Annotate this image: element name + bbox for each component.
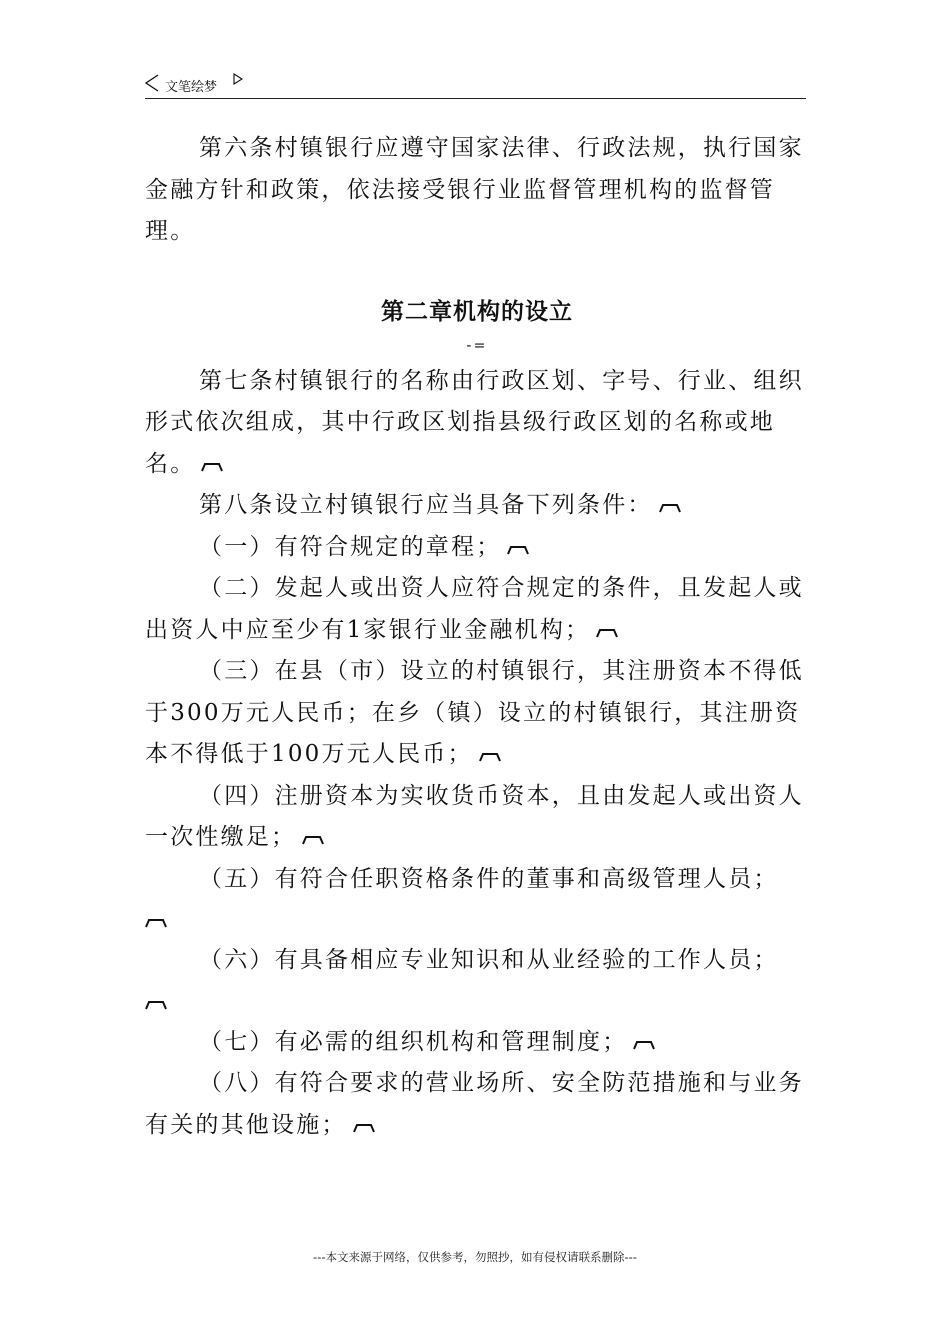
page-header <box>145 72 806 99</box>
article-8: 第八条设立村镇银行应当具备下列条件： <box>145 485 809 527</box>
condition-2: （二）发起人或出资人应符合规定的条件，且发起人或出资人中应至少有1家银行业金融机构； <box>145 575 804 643</box>
condition-4: （四）注册资本为实收货币资本，且由发起人或出资人一次性缴足； <box>145 782 804 850</box>
header-logo-text: 文笔绘梦 <box>165 80 218 95</box>
paragraph-mark-icon <box>507 545 529 555</box>
paragraph-mark-icon <box>145 918 167 928</box>
page-footer: ---本文来源于网络，仅供参考，勿照抄，如有侵权请联系删除--- <box>313 1250 637 1264</box>
paragraph-mark-icon <box>302 835 324 845</box>
condition-6: （六）有具备相应专业知识和从业经验的工作人员； <box>199 947 779 973</box>
article-6: 第六条村镇银行应遵守国家法律、行政法规，执行国家金融方针和政策，依法接受银行业监督管理机构的监督管理。 <box>145 135 804 244</box>
article-7: 第七条村镇银行的名称由行政区划、字号、行业、组织形式依次组成，其中行政区划指县级行政区划的名称或地名。 <box>145 367 804 477</box>
paragraph-mark-icon <box>596 628 618 638</box>
paragraph-mark-icon <box>479 752 501 762</box>
paragraph-mark-icon <box>633 1040 655 1050</box>
document-body <box>145 128 809 1146</box>
chapter-mark: -= <box>466 337 488 354</box>
condition-8: （八）有符合要求的营业场所、安全防范措施和与业务有关的其他设施； <box>145 1070 804 1138</box>
condition-7: （七）有必需的组织机构和管理制度； <box>145 1022 809 1064</box>
chapter-title: 第二章机构的设立 <box>381 298 573 325</box>
triangle-left-icon <box>145 74 159 92</box>
condition-3: （三）在县（市）设立的村镇银行，其注册资本不得低于300万元人民币；在乡（镇）设立的村镇银行，其注册资本不得低于100万元人民币； <box>145 658 804 767</box>
paragraph-mark-icon <box>201 462 223 472</box>
condition-5: （五）有符合任职资格条件的董事和高级管理人员； <box>199 865 779 892</box>
paragraph-mark-icon <box>145 1000 167 1010</box>
triangle-right-icon <box>233 73 243 85</box>
paragraph-mark-icon <box>353 1123 375 1133</box>
paragraph-mark-icon <box>659 503 681 513</box>
condition-1: （一）有符合规定的章程； <box>145 527 809 569</box>
